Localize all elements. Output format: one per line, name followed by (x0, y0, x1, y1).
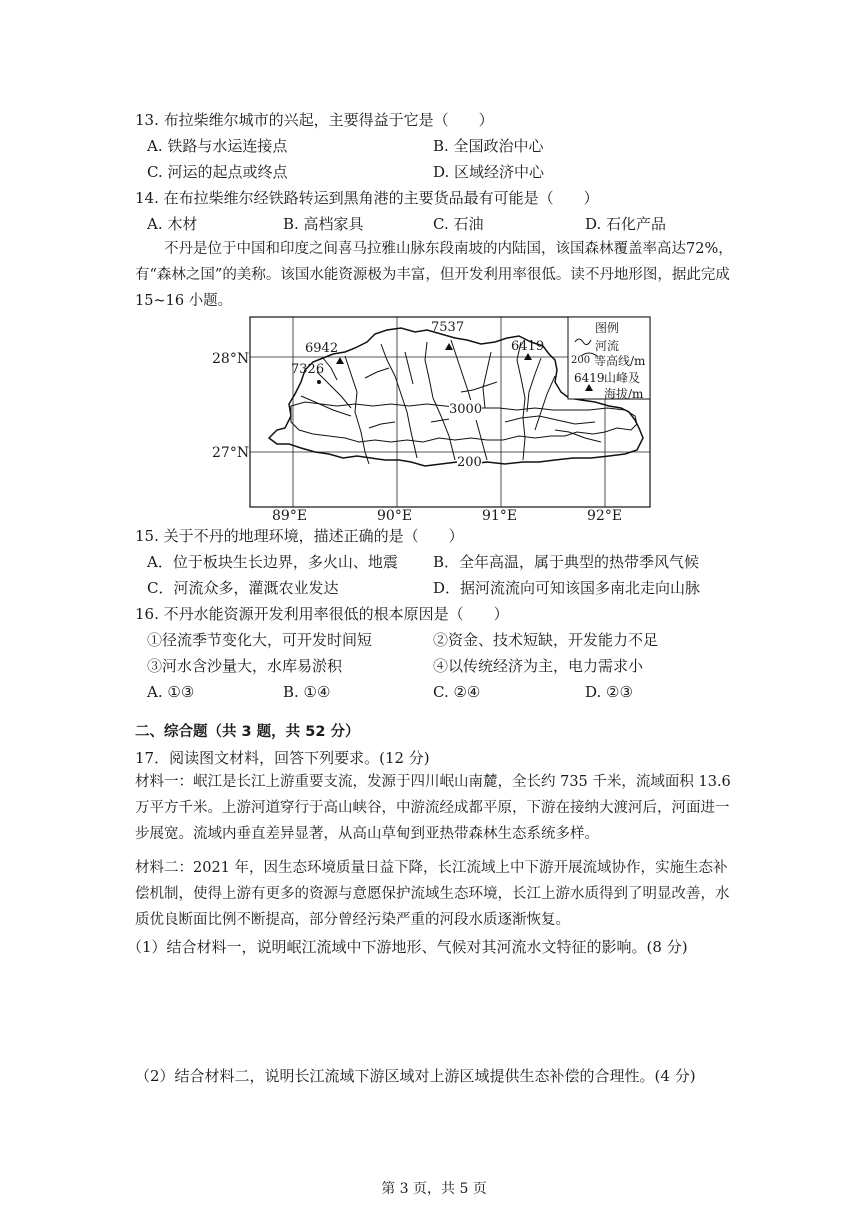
q15-option-d: D．据河流流向可知该国多南北走向山脉 (433, 579, 701, 597)
q17-subquestion-2: （2）结合材料二，说明长江流域下游区域对上游区域提供生态补偿的合理性。(4 分) (135, 1067, 696, 1085)
legend-river-label: 河流 (595, 339, 620, 353)
q14-option-b: B. 高档家具 (283, 215, 364, 233)
lat-label-28n: 28°N (212, 351, 250, 367)
contour-label-3000: 3000 (449, 400, 482, 420)
peak-label-7537: 7537 (431, 320, 465, 335)
q16-option-c: C. ②④ (433, 683, 481, 701)
q16-stem: 16. 不丹水能资源开发利用率很低的根本原因是（ ） (135, 605, 509, 623)
lon-label-90e: 90°E (377, 508, 413, 524)
lon-label-92e: 92°E (587, 508, 623, 524)
q13-option-b: B. 全国政治中心 (433, 137, 544, 155)
q13-option-c: C. 河运的起点或终点 (147, 163, 288, 181)
q15-option-c: C．河流众多，灌溉农业发达 (147, 579, 339, 597)
q13-option-d: D. 区域经济中心 (433, 163, 545, 181)
section-heading-2: 二、综合题（共 3 题，共 52 分） (135, 724, 360, 740)
peak-label-7326: 7326 (291, 362, 325, 377)
q14-option-d: D. 石化产品 (585, 215, 667, 233)
q16-item-2: ②资金、技术短缺，开发能力不足 (433, 631, 659, 649)
q15-option-a: A．位于板块生长边界，多火山、地震 (147, 553, 398, 571)
lon-label-89e: 89°E (272, 508, 308, 524)
legend-title: 图例 (595, 321, 620, 335)
page-number-footer: 第 3 页，共 5 页 (381, 1181, 487, 1197)
q15-stem: 15. 关于不丹的地理环境，描述正确的是（ ） (135, 527, 464, 545)
bhutan-terrain-map (205, 312, 655, 527)
q16-item-4: ④以传统经济为主，电力需求小 (433, 657, 644, 675)
q17-subquestion-1: （1）结合材料一，说明岷江流域中下游地形、气候对其河流水文特征的影响。(8 分) (127, 938, 688, 956)
q14-option-a: A. 木材 (147, 215, 198, 233)
q16-option-d: D. ②③ (585, 683, 633, 701)
q16-option-a: A. ①③ (147, 683, 195, 701)
peak-marker-7537 (445, 343, 453, 350)
legend-peak-label-2: 海拔/m (604, 387, 644, 401)
q16-item-1: ①径流季节变化大，可开发时间短 (147, 631, 373, 649)
q16-option-b: B. ①④ (283, 683, 331, 701)
q15-option-b: B．全年高温，属于典型的热带季风气候 (433, 553, 700, 571)
q17-material-2: 材料二：2021 年，因生态环境质量日益下降，长江流域上中下游开展流域协作，实施生态补偿机制，使得上游有更多的资源与意愿保护流域生态环境，长江上游水质得到了明显改善，水质优良断面比例不断提高，部分曾经污染严重的河段水质逐渐恢复。 (135, 860, 730, 928)
q13-option-a: A. 铁路与水运连接点 (147, 137, 288, 155)
q14-option-c: C. 石油 (433, 215, 484, 233)
q14-stem: 14. 在布拉柴维尔经铁路转运到黑角港的主要货品最有可能是（ ） (135, 189, 599, 207)
legend-contour-value: 200 (571, 355, 591, 366)
legend-peak-value: 6419 (574, 371, 605, 385)
q17-stem: 17．阅读图文材料，回答下列要求。(12 分) (135, 749, 430, 767)
peak-marker-7326 (317, 380, 321, 384)
peak-label-6942: 6942 (305, 341, 339, 356)
contour-label-200: 200 (457, 453, 482, 473)
lon-label-91e: 91°E (482, 508, 518, 524)
peak-label-6419: 6419 (511, 339, 545, 354)
q17-material-1: 材料一：岷江是长江上游重要支流，发源于四川岷山南麓，全长约 735 千米，流域面积 13.6 万平方千米。上游河道穿行于高山峡谷，中游流经成都平原，下游在接纳大渡河后，河面进一步展宽。流域内垂直差异显著，从高山草甸到亚热带森林生态系统多样。 (135, 774, 731, 842)
q16-item-3: ③河水含沙量大，水库易淤积 (147, 657, 343, 675)
q13-stem: 13. 布拉柴维尔城市的兴起，主要得益于它是（ ） (135, 111, 494, 129)
lat-label-27n: 27°N (212, 445, 250, 461)
intro-passage-15-16: 不丹是位于中国和印度之间喜马拉雅山脉东段南坡的内陆国，该国森林覆盖率高达72%，有“森林之国”的美称。该国水能资源极为丰富，但开发利用率很低。读不丹地形图，据此完成 15~16 小题。 (135, 241, 733, 309)
legend-peak-label: 山峰及 (604, 371, 641, 385)
legend-contour-label: 等高线/m (594, 354, 646, 368)
